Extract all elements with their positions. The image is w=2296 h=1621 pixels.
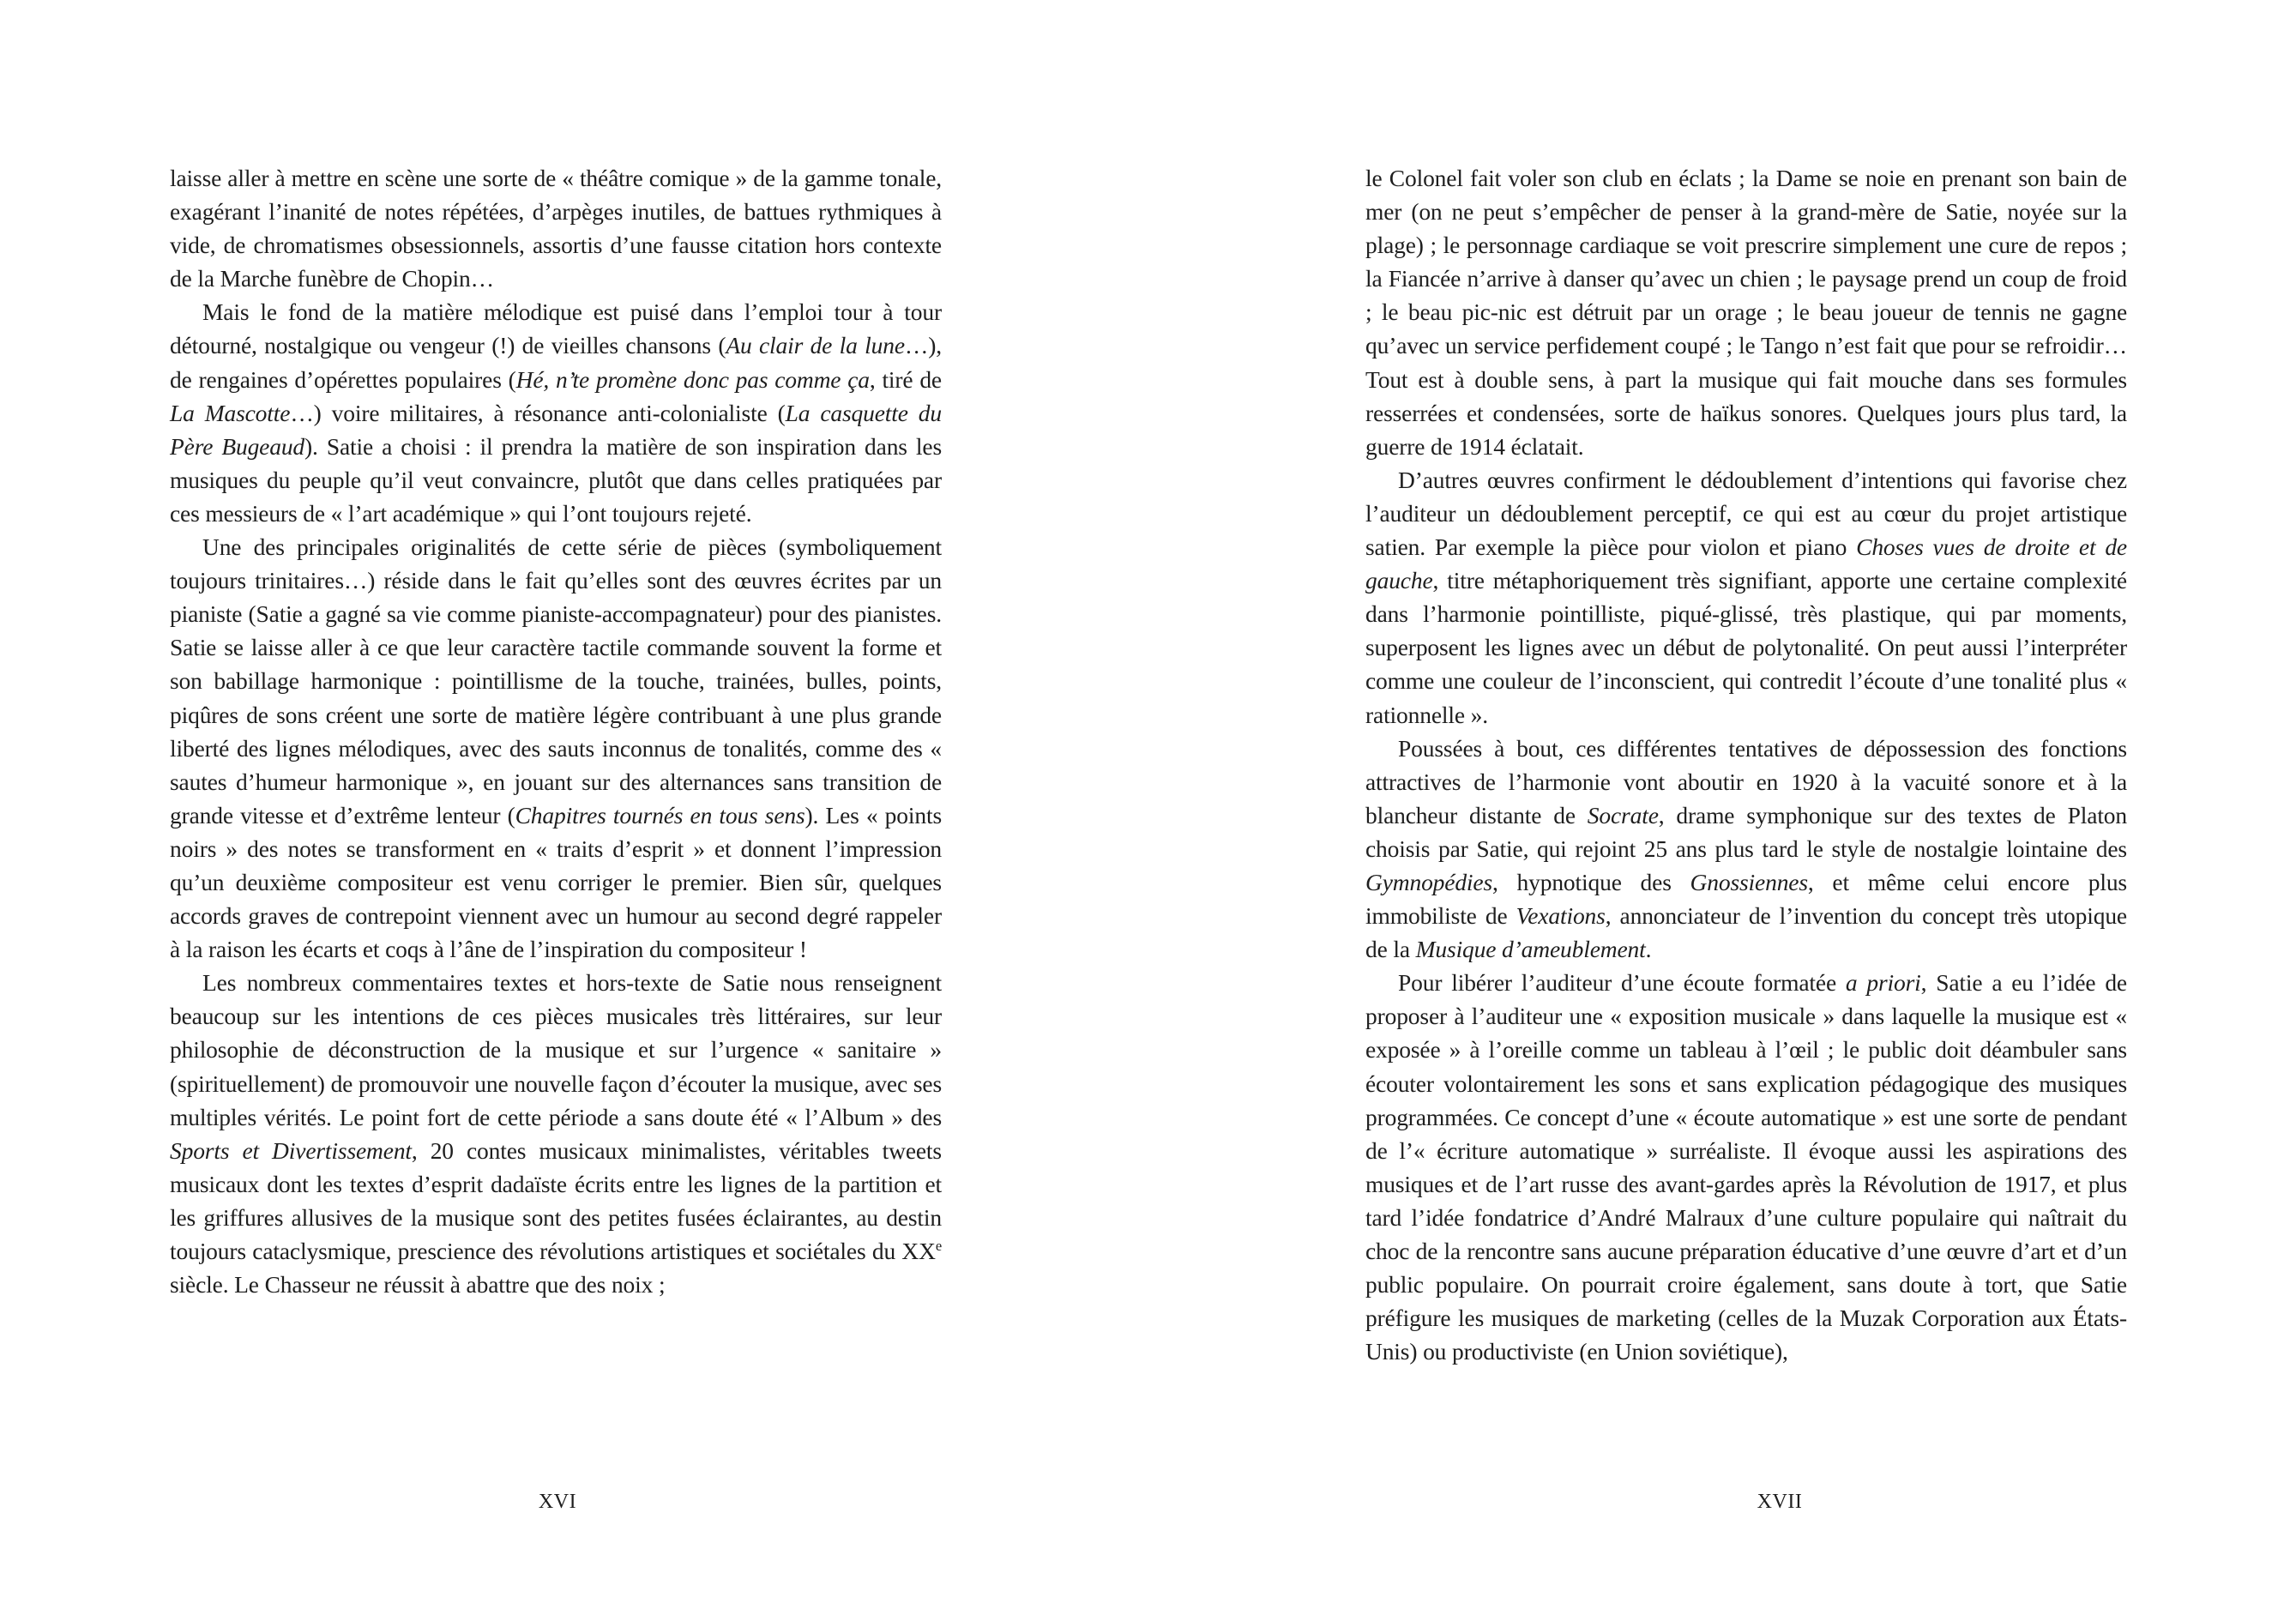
- text-run: , annonciateur de l’invention du concept très utopique de la: [1365, 902, 2127, 963]
- right-page: [1148, 0, 2296, 1621]
- paragraph: [170, 966, 942, 1301]
- italic-title: Choses vues de droite et de gauche: [1365, 533, 2127, 594]
- right-page-body: [1365, 161, 2127, 1368]
- text-run: Mais le fond de la matière mélodique est puisé dans l’emploi tour à tour détourné, nostalgique ou vengeur (!) de vieilles chansons (: [170, 298, 942, 359]
- text-run: .: [1645, 936, 1652, 963]
- text-run: , Satie a eu l’idée de proposer à l’auditeur une « exposition musicale » dans laquelle la musique est « exposée » à l’oreille comme un tableau à l’œil ; le public doit déambuler sans écouter volontairement les sons et sans explication pédagogique des musiques programmées. Ce concept d’une « écoute automatique » est une sorte de pendant de l’« écriture automatique » surréaliste. Il évoque aussi les aspirations des musiques et de l’art russe des avant-gardes après la Révolution de 1917, et plus tard l’idée fondatrice d’André Malraux d’une culture populaire qui naîtrait du choc de la rencontre sans aucune préparation éducative d’une œuvre d’art et d’un public populaire. On pourrait croire également, sans doute à tort, que Satie préfigure les musiques de marketing (celles de la Muzak Corporation aux États-Unis) ou productiviste (en Union soviétique),: [1365, 969, 2127, 1365]
- italic-title: Musique d’ameublement: [1415, 936, 1646, 963]
- page-number-right: XVII: [1757, 1491, 1803, 1513]
- italic-title: Socrate: [1587, 801, 1659, 829]
- text-run: Poussées à bout, ces différentes tentatives de dépossession des fonctions attractives de l’harmonie vont aboutir en 1920 à la vacuité sonore et à la blancheur distante de: [1365, 734, 2127, 829]
- text-run: , et même celui encore plus immobiliste de: [1365, 868, 2127, 930]
- paragraph: [1365, 161, 2127, 463]
- paragraph: [1365, 463, 2127, 732]
- paragraph: [1365, 732, 2127, 967]
- text-run: Pour libérer l’auditeur d’une écoute formatée: [1398, 969, 1846, 997]
- italic-title: La Mascotte: [170, 399, 291, 426]
- italic-title: La casquette du Père Bugeaud: [170, 399, 942, 460]
- italic-title: Sports et Divertissement: [170, 1136, 412, 1164]
- paragraph: [170, 530, 942, 966]
- paragraph: [170, 161, 942, 295]
- page-number-left: XVI: [538, 1491, 577, 1513]
- italic-title: Au clair de la lune: [726, 332, 905, 359]
- left-page-body: [170, 161, 942, 1301]
- text-run: siècle. Le Chasseur ne réussit à abattre que des noix ;: [170, 1271, 666, 1299]
- text-run: le Colonel fait voler son club en éclats ; la Dame se noie en prenant son bain de mer (on ne peut s’empêcher de penser à la grand-mère de Satie, noyée sur la plage) ; le personnage cardiaque se voit prescrire simplement une cure de repos ; la Fiancée n’arrive à danser qu’avec un chien ; le paysage prend un coup de froid ; le beau pic-nic est détruit par un orage ; le beau joueur de tennis ne gagne qu’avec un service perfidement coupé ; le Tango n’est fait que pour se refroidir… Tout est à double sens, à part la musique qui fait mouche dans ses formules resserrées et condensées, sorte de haïkus sonores. Quelques jours plus tard, la guerre de 1914 éclatait.: [1365, 165, 2127, 460]
- italic-title: Chapitres tournés en tous sens: [515, 801, 805, 829]
- italic-title: Gymnopédies: [1365, 868, 1493, 895]
- text-run: , tiré de: [869, 365, 942, 393]
- text-run: , hypnotique des: [1492, 868, 1690, 895]
- text-run: D’autres œuvres confirment le dédoublement d’intentions qui favorise chez l’auditeur un dédoublement perceptif, ce qui est au cœur du projet artistique satien. Par exemple la pièce pour violon et piano: [1365, 466, 2127, 561]
- italic-title: a priori: [1845, 969, 1921, 997]
- text-run: laisse aller à mettre en scène une sorte de « théâtre comique » de la gamme tonale, exagérant l’inanité de notes répétées, d’arpèges inutiles, de battues rythmiques à vide, de chromatismes obsessionnels, assortis d’une fausse citation hors contexte de la Marche funèbre de Chopin…: [170, 165, 942, 292]
- italic-title: Hé, n’te promène donc pas comme ça: [515, 365, 870, 393]
- text-run: Les nombreux commentaires textes et hors-texte de Satie nous renseignent beaucoup sur les intentions de ces pièces musicales très littéraires, sur leur philosophie de déconstruction de la musique et sur l’urgence « sanitaire » (spirituellement) de promouvoir une nouvelle façon d’écouter la musique, avec ses multiples vérités. Le point fort de cette période a sans doute été « l’Album » des: [170, 969, 942, 1130]
- text-run: , drame symphonique sur des textes de Platon choisis par Satie, qui rejoint 25 ans plus tard le style de nostalgie lointaine des: [1365, 801, 2128, 862]
- text-run: …) voire militaires, à résonance anti-colonialiste (: [290, 399, 786, 426]
- italic-title: Vexations: [1516, 902, 1606, 930]
- text-run: ). Les « points noirs » des notes se transforment en « traits d’esprit » et donnent l’impression qu’un deuxième compositeur est venu corriger le premier. Bien sûr, quelques accords graves de contrepoint viennent avec un humour au second degré rappeler à la raison les écarts et coqs à l’âne de l’inspiration du compositeur !: [170, 801, 943, 963]
- text-run: , 20 contes musicaux minimalistes, véritables tweets musicaux dont les textes d’esprit dadaïste écrits entre les lignes de la partition et les griffures allusives de la musique sont des petites fusées éclairantes, au destin toujours cataclysmique, prescience des révolutions artistiques et sociétales du XX: [170, 1136, 942, 1264]
- paragraph: [170, 295, 942, 530]
- italic-title: Gnossiennes: [1690, 868, 1808, 895]
- text-run: , titre métaphoriquement très signifiant, apporte une certaine complexité dans l’harmonie pointilliste, piqué-glissé, très plastique, qui par moments, superposent les lignes avec un début de polytonalité. On peut aussi l’interpréter comme une couleur de l’inconscient, qui contredit l’écoute d’une tonalité plus « rationnelle ».: [1365, 567, 2127, 728]
- paragraph: [1365, 966, 2127, 1368]
- text-run: ). Satie a choisi : il prendra la matière de son inspiration dans les musiques du peuple qu’il veut convaincre, plutôt que dans celles pratiquées par ces messieurs de « l’art académique » qui l’ont toujours rejeté.: [170, 432, 942, 527]
- text-run: Une des principales originalités de cette série de pièces (symboliquement toujours trinitaires…) réside dans le fait qu’elles sont des œuvres écrites par un pianiste (Satie a gagné sa vie comme pianiste-accompagnateur) pour des pianistes. Satie se laisse aller à ce que leur caractère tactile commande souvent la forme et son babillage harmonique : pointillisme de la touche, trainées, bulles, points, piqûres de sons créent une sorte de matière légère contribuant à une plus grande liberté des lignes mélodiques, avec des sauts inconnus de tonalités, comme des « sautes d’humeur harmonique », en jouant sur des alternances sans transition de grande vitesse et d’extrême lenteur (: [170, 533, 942, 829]
- text-run: …), de rengaines d’opérettes populaires (: [170, 332, 942, 393]
- superscript: e: [935, 1237, 942, 1254]
